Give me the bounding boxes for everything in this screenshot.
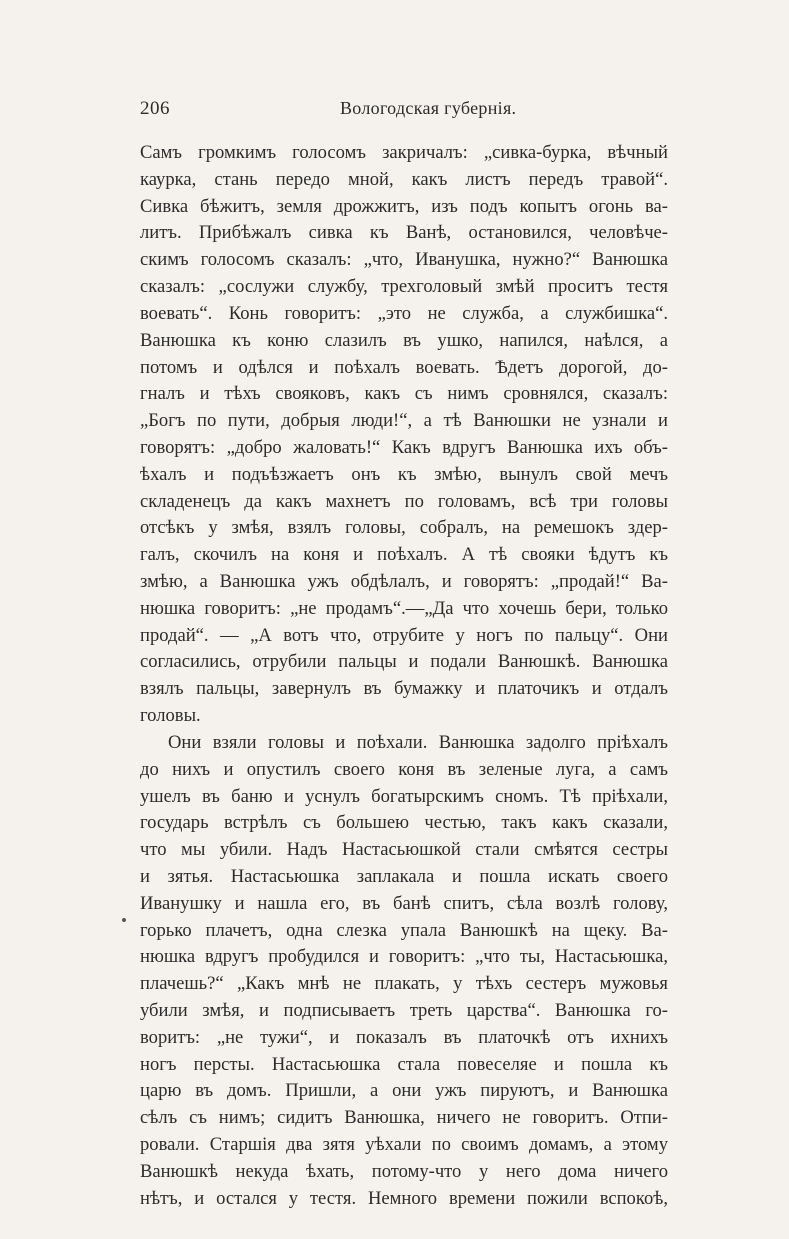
text-line: плачешь?“ „Какъ мнѣ не плакать, у тѣхъ сестеръ мужовья <box>140 973 668 995</box>
text-line: скимъ голосомъ сказалъ: „что, Иванушка, нужно?“ Ванюшка <box>140 249 668 271</box>
text-line: и зятья. Настасьюшка заплакала и пошла искать своего <box>140 865 668 887</box>
text-line: сѣлъ съ нимъ; сидитъ Ванюшка, ничего не говоритъ. Отпи- <box>140 1107 668 1129</box>
page-number: 206 <box>140 98 170 119</box>
text-line: Сивка бѣжитъ, земля дрожжитъ, изъ подъ копытъ огонь ва- <box>140 195 668 217</box>
text-line: Самъ громкимъ голосомъ закричалъ: „сивка-бурка, вѣчный <box>140 142 668 163</box>
text-line: потомъ и одѣлся и поѣхалъ воевать. Ѣдетъ дорогой, до- <box>140 356 668 378</box>
text-line: отсѣкъ у змѣя, взялъ головы, собралъ, на ремешокъ здер- <box>140 517 668 539</box>
text-line: что мы убили. Надъ Настасьюшкой стали смѣятся сестры <box>140 839 668 861</box>
text-line: сказалъ: „сослужи службу, трехголовый змѣй проситъ тестя <box>140 276 668 298</box>
text-line: государь встрѣлъ съ большею честью, такъ какъ сказали, <box>140 812 668 834</box>
text-line: гналъ и тѣхъ свояковъ, какъ съ нимъ сровнялся, сказалъ: <box>140 383 668 405</box>
text-line: воевать“. Конь говоритъ: „это не служба, а службишка“. <box>140 302 668 324</box>
text-line: ѣхалъ и подъѣзжаетъ онъ къ змѣю, вынулъ свой мечъ <box>140 463 668 485</box>
text-line: змѣю, а Ванюшка ужъ обдѣлалъ, и говорятъ: „продай!“ Ва- <box>140 571 668 592</box>
text-line: „Богъ по пути, добрыя люди!“, а тѣ Ванюшки не узнали и <box>140 410 668 432</box>
text-line: нюшка вдругъ пробудился и говоритъ: „что ты, Настасьюшка, <box>140 946 668 968</box>
text-line: царю въ домъ. Пришли, а они ужъ пируютъ, и Ванюшка <box>140 1080 668 1102</box>
text-line: горько плачетъ, одна слезка упала Ванюшкѣ на щеку. Ва- <box>140 919 668 941</box>
text-line: нѣтъ, и остался у тестя. Немного времени пожили вспокоѣ, <box>140 1187 668 1209</box>
text-line: Ванюшкѣ некуда ѣхать, потому-что у него дома ничего <box>140 1160 668 1182</box>
text-line: Они взяли головы и поѣхали. Ванюшка задолго пріѣхалъ <box>168 731 668 753</box>
text-line: ушелъ въ баню и уснулъ богатырскимъ сномъ. Тѣ пріѣхали, <box>140 785 668 807</box>
text-line: убили змѣя, и подписываетъ треть царства“. Ванюшка го- <box>140 1000 668 1021</box>
text-line: до нихъ и опустилъ своего коня въ зеленые луга, а самъ <box>140 758 668 780</box>
text-line: складенецъ да какъ махнетъ по головамъ, всѣ три головы <box>140 490 668 512</box>
text-line: галъ, скочилъ на коня и поѣхалъ. А тѣ свояки ѣдутъ къ <box>140 544 668 566</box>
text-line: ровали. Старшія два зятя уѣхали по своимъ домамъ, а этому <box>140 1134 668 1156</box>
text-line: продай“. — „А вотъ что, отрубите у ногъ по пальцу“. Они <box>140 624 668 646</box>
text-line: каурка, стань передо мной, какъ листъ передъ травой“. <box>140 168 668 190</box>
page-header <box>140 98 668 128</box>
text-line: говорятъ: „добро жаловать!“ Какъ вдругъ Ванюшка ихъ объ- <box>140 436 668 458</box>
text-line: взялъ пальцы, завернулъ въ бумажку и платочикъ и отдалъ <box>140 678 668 700</box>
text-line: Иванушку и нашла его, въ банѣ спитъ, сѣла возлѣ голову, <box>140 892 668 914</box>
margin-mark <box>122 918 126 922</box>
text-line: головы. <box>140 705 201 727</box>
body-text <box>140 140 668 1213</box>
text-line: Ванюшка къ коню слазилъ въ ушко, напился, наѣлся, а <box>140 329 668 351</box>
text-line: воритъ: „не тужи“, и показалъ въ платочкѣ отъ ихнихъ <box>140 1026 668 1048</box>
text-line: литъ. Прибѣжалъ сивка къ Ванѣ, остановился, человѣче- <box>140 222 668 244</box>
running-title: Вологодская губернія. <box>340 98 517 118</box>
text-line: ногъ персты. Настасьюшка стала повеселяе и пошла къ <box>140 1053 668 1075</box>
text-line: согласились, отрубили пальцы и подали Ванюшкѣ. Ванюшка <box>140 651 668 673</box>
text-line: нюшка говоритъ: „не продамъ“.—„Да что хочешь бери, только <box>140 597 668 619</box>
